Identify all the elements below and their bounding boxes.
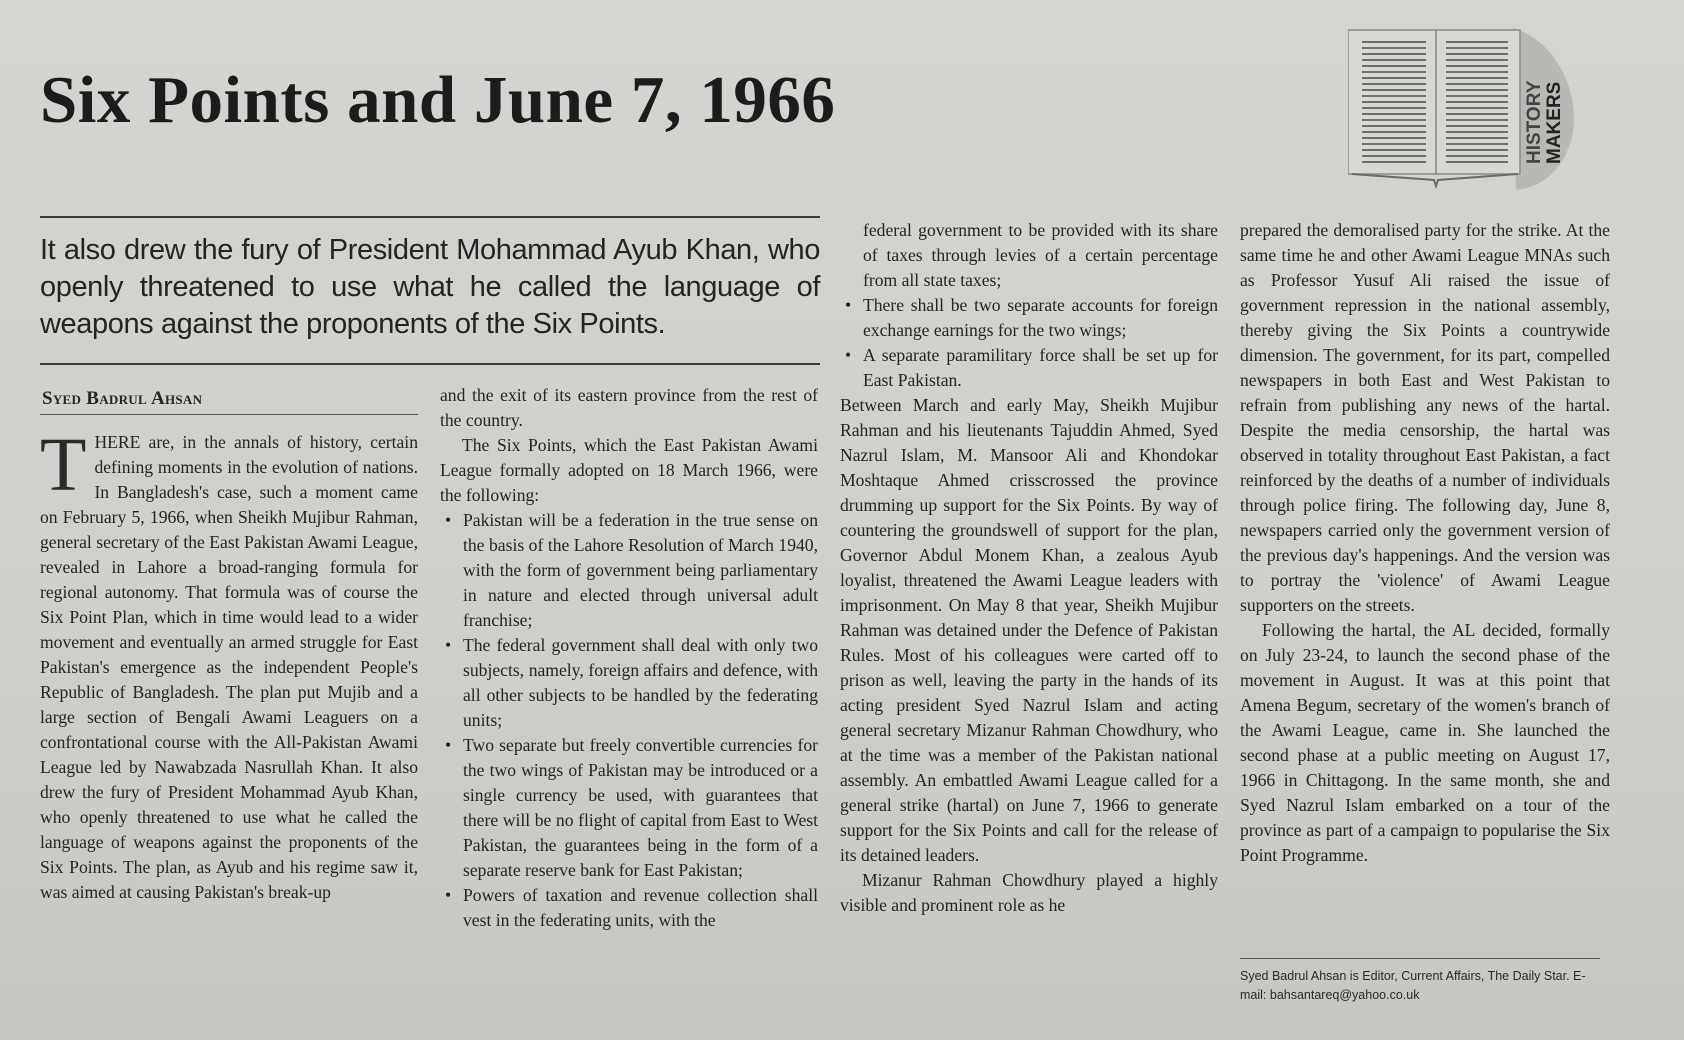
list-item: • Powers of taxation and revenue collection shall vest in the federating units, with the [445, 885, 818, 930]
logo-history-text: HISTORY [1524, 80, 1545, 164]
drop-cap: T [40, 430, 87, 507]
six-points-list-part-2 [840, 293, 1218, 393]
article-column-4 [1240, 218, 1610, 953]
point-1-text: Pakistan will be a federation in the true sense on the basis of the Lahore Resolution of March 1940, with the form of government being parliamentary in nature and elected through universal adult franchise; [463, 510, 818, 630]
six-points-list-part-1 [440, 508, 818, 933]
article-column-3 [840, 218, 1218, 1010]
byline: Syed Badrul Ahsan [42, 388, 203, 409]
deck-quote: It also drew the fury of President Mohammad Ayub Khan, who openly threatened to use what he called the language of weapons against the proponents of the Six Points. [40, 234, 820, 340]
article-column-2 [440, 383, 818, 1010]
column-1-text: HERE are, in the annals of history, certain defining moments in the evolution of nations. In Bangladesh's case, such a moment came on February 5, 1966, when Sheikh Mujibur Rahman, general secretary of the East Pakistan Awami League, revealed in Lahore a broad-ranging formula for regional autonomy. That formula was of course the Six Point Plan, which in time would lead to a wider movement and eventually an armed struggle for East Pakistan's emergence as the independent People's Republic of Bangladesh. The plan put Mujib and a large section of Bengali Awami Leaguers on a confrontational course with the All-Pakistan Awami League led by Nawabzada Nasrullah Khan. It also drew the fury of President Mohammad Ayub Khan, who openly threatened to use what he called the language of weapons against the proponents of the Six Points. The plan, as Ayub and his regime saw it, was aimed at causing Pakistan's break-up [40, 432, 418, 902]
open-book-icon [1348, 24, 1580, 194]
point-6-text: A separate paramilitary force shall be set up for East Pakistan. [863, 345, 1218, 390]
column-3-paragraph-2: Mizanur Rahman Chowdhury played a highly visible and prominent role as he [840, 870, 1218, 915]
headline: Six Points and June 7, 1966 [40, 63, 836, 137]
point-5-text: There shall be two separate accounts for foreign exchange earnings for the two wings; [863, 295, 1218, 340]
deck-bottom-rule [40, 363, 820, 365]
byline-rule [40, 414, 418, 415]
column-4-paragraph-1: prepared the demoralised party for the strike. At the same time he and other Awami League MNAs such as Professor Yusuf Ali raised the issue of government repression in the national assembly, thereby giving the Six Points a countrywide dimension. The government, for its part, compelled newspapers in both East and West Pakistan to refrain from publishing any news of the hartal. Despite the media censorship, the hartal was observed in totality throughout East Pakistan, a fact reinforced by the deaths of a number of individuals through police firing. The following day, June 8, newspapers carried only the government version of the previous day's happenings. And the version was to portray the 'violence' of Awami League supporters on the streets. [1240, 220, 1610, 615]
point-4-continuation: federal government to be provided with its share of taxes through levies of a certain percentage from all state taxes; [863, 220, 1218, 290]
deck-top-rule [40, 216, 820, 218]
history-makers-logo [1348, 24, 1580, 194]
list-item: • Pakistan will be a federation in the true sense on the basis of the Lahore Resolution of March 1940, with the form of government being parliamentary in nature and elected through universal adult franchise; [445, 510, 818, 630]
list-item: • A separate paramilitary force shall be set up for East Pakistan. [845, 345, 1218, 390]
list-item: • The federal government shall deal with only two subjects, namely, foreign affairs and defence, with all other subjects to be handled by the federating units; [445, 635, 818, 730]
column-3-paragraph-1: Between March and early May, Sheikh Mujibur Rahman and his lieutenants Tajuddin Ahmed, Syed Nazrul Islam, M. Mansoor Ali and Khondokar Moshtaque Ahmed crisscrossed the province drumming up support for the Six Points. By way of countering the groundswell of support for the plan, Governor Abdul Monem Khan, a zealous Ayub loyalist, threatened the Awami League leaders with imprisonment. On May 8 that year, Sheikh Mujibur Rahman was detained under the Defence of Pakistan Rules. Most of his colleagues were carted off to prison as well, leaving the party in the hands of its acting president Syed Nazrul Islam and acting general secretary Mizanur Rahman Chowdhury, who at the time was a member of the Pakistan national assembly. An embattled Awami League called for a general strike (hartal) on June 7, 1966 to generate support for the Six Points and call for the release of its detained leaders. [840, 395, 1218, 865]
article-column-1 [40, 430, 418, 1010]
column-4-paragraph-2: Following the hartal, the AL decided, formally on July 23-24, to launch the second phase of the movement in August. It was at this point that Amena Begum, secretary of the women's branch of the Awami League, came in. She launched the second phase at a public meeting on August 17, 1966 in Chittagong. In the same month, she and Syed Nazrul Islam embarked on a tour of the province as part of a campaign to popularise the Six Point Programme. [1240, 620, 1610, 865]
list-item: • Two separate but freely convertible currencies for the two wings of Pakistan may be introduced or a single currency be used, with guarantees that there will be no flight of capital from East to West Pakistan, the guarantees being in the form of a separate reserve bank for East Pakistan; [445, 735, 818, 880]
list-item: • There shall be two separate accounts for foreign exchange earnings for the two wings; [845, 295, 1218, 340]
point-2-text: The federal government shall deal with only two subjects, namely, foreign affairs and defence, with all other subjects to be handled by the federating units; [463, 635, 818, 730]
logo-makers-text: MAKERS [1544, 81, 1565, 164]
author-signature: Syed Badrul Ahsan is Editor, Current Affairs, The Daily Star. E-mail: bahsantareq@yahoo.co.uk [1240, 969, 1586, 1002]
signature-rule [1240, 958, 1600, 959]
point-4-text: Powers of taxation and revenue collection shall vest in the federating units, with the [463, 885, 818, 930]
six-points-intro: The Six Points, which the East Pakistan Awami League formally adopted on 18 March 1966, were the following: [440, 435, 818, 505]
point-3-text: Two separate but freely convertible currencies for the two wings of Pakistan may be introduced or a single currency be used, with guarantees that there will be no flight of capital from East to West Pakistan, the guarantees being in the form of a separate reserve bank for East Pakistan; [463, 735, 818, 880]
column-2-continuation: and the exit of its eastern province from the rest of the country. [440, 385, 818, 430]
